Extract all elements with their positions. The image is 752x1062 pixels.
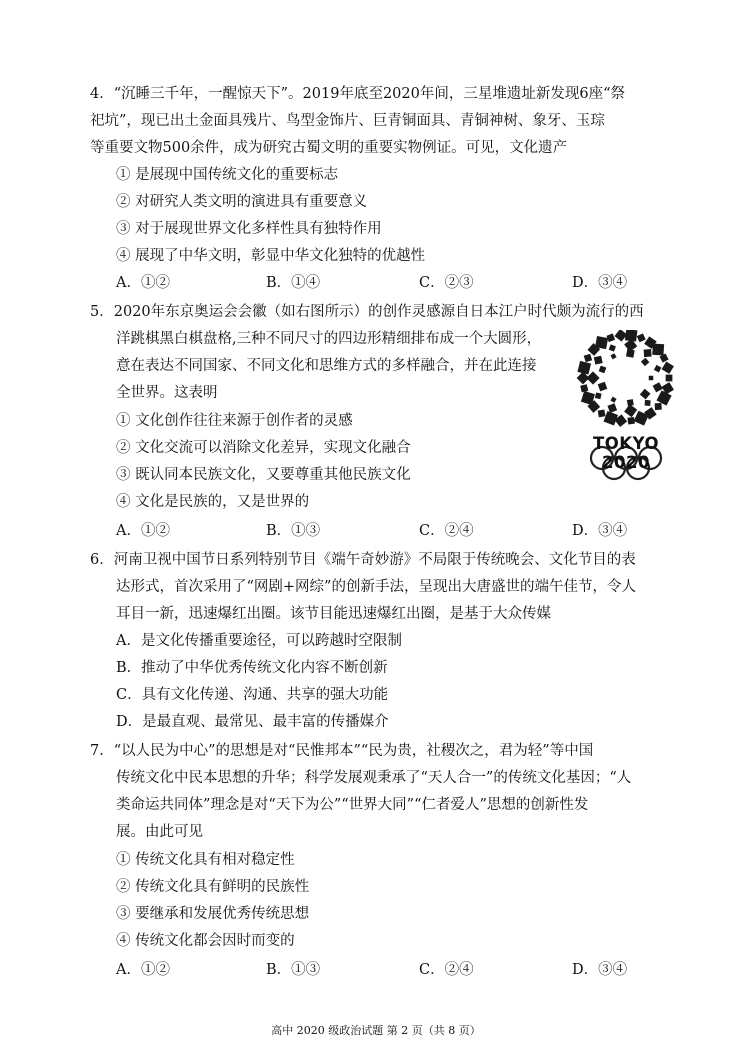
q7-item-4: ④ 传统文化都会因时而变的 — [116, 933, 295, 949]
q5-stem-line-4: 全世界。这表明 — [116, 385, 218, 401]
checker-square — [595, 392, 602, 399]
q7-stem-line-3: 类命运共同体”理念是对“天下为公”“世界大同”“仁者爱人”思想的创新性发 — [116, 797, 589, 813]
q7-item-1: ① 传统文化具有相对稳定性 — [116, 852, 295, 868]
q6-stem-line-1: 6．河南卫视中国节日系列特别节目《端午奇妙游》不局限于传统晚会、文化节目的表 — [90, 552, 636, 568]
checker-square — [640, 389, 651, 400]
checker-square — [637, 333, 646, 342]
q7-item-3: ③ 要继承和发展优秀传统思想 — [116, 906, 310, 922]
q4-option-a: A．①② — [116, 275, 170, 291]
q7-option-c: C．②④ — [419, 962, 474, 978]
q4-item-4: ④ 展现了中华文明，彰显中华文化独特的优越性 — [116, 248, 426, 264]
q5-item-1: ① 文化创作往往来源于创作者的灵感 — [116, 413, 353, 429]
checker-square — [627, 417, 635, 425]
page-footer: 高中 2020 级政治试题 第 2 页（共 8 页） — [271, 1024, 481, 1037]
checker-square — [610, 353, 616, 359]
q7-item-2: ② 传统文化具有鲜明的民族性 — [116, 879, 310, 895]
checker-square — [641, 358, 649, 366]
checker-square — [580, 384, 588, 392]
checker-square — [577, 361, 591, 375]
q6-stem-line-2: 达形式，首次采用了“网剧+网综”的创新手法，呈现出大唐盛世的端午佳节，令人 — [116, 579, 636, 595]
checker-square — [649, 376, 654, 381]
q4-item-2: ② 对研究人类文明的演进具有重要意义 — [116, 194, 368, 210]
q7-stem-line-2: 传统文化中民本思想的升华；科学发展观秉承了“天人合一”的传统文化基因；“人 — [116, 770, 632, 786]
q5-item-2: ② 文化交流可以消除文化差异，实现文化融合 — [116, 440, 411, 456]
checker-square — [598, 382, 608, 392]
q5-item-4: ④ 文化是民族的，又是世界的 — [116, 494, 310, 510]
q7-option-a: A．①② — [116, 962, 170, 978]
checker-square — [603, 411, 618, 426]
tokyo-2020-wordmark: TOKYO 2020 — [593, 434, 659, 472]
q4-stem-line-3: 等重要文物500余件，成为研究古蜀文明的重要实物例证。可见，文化遗产 — [90, 140, 568, 156]
q7-option-d: D．③④ — [572, 962, 628, 978]
q6-choice-d: D．是最直观、最常见、最丰富的传播媒介 — [116, 714, 389, 730]
q6-choice-b: B．推动了中华优秀传统文化内容不断创新 — [116, 660, 388, 676]
q5-item-3: ③ 既认同本民族文化，又要尊重其他民族文化 — [116, 467, 411, 483]
checker-square — [599, 366, 607, 374]
checker-square — [653, 382, 663, 392]
q5-option-b: B．①③ — [266, 523, 321, 539]
q5-stem-line-2: 洋跳棋黑白棋盘格,三种不同尺寸的四边形精细排布成一个大圆形， — [116, 331, 542, 347]
q5-option-c: C．②④ — [419, 523, 474, 539]
checker-square — [654, 365, 662, 373]
q5-stem-line-3: 意在表达不同国家、不同文化和思维方式的多样融合，并在此连接 — [116, 358, 537, 374]
q4-stem-line-1: 4．“沉睡三千年，一醒惊天下”。2019年底至2020年间，三星堆遗址新发现6座“祭 — [90, 86, 625, 102]
q4-option-c: C．②③ — [419, 275, 474, 291]
checker-square — [662, 362, 674, 374]
checker-square — [584, 354, 592, 362]
checker-square — [598, 409, 606, 417]
checker-square — [594, 356, 603, 365]
q4-item-1: ① 是展现中国传统文化的重要标志 — [116, 167, 339, 183]
q5-option-d: D．③④ — [572, 523, 628, 539]
checker-square — [627, 399, 634, 406]
q5-option-a: A．①② — [116, 523, 170, 539]
q4-option-d: D．③④ — [572, 275, 628, 291]
checker-square — [644, 349, 652, 357]
q6-choice-c: C．具有文化传递、沟通、共享的强大功能 — [116, 687, 389, 703]
checker-square — [609, 344, 616, 351]
checker-square — [626, 349, 635, 358]
q4-stem-line-2: 祀坑”，现已出土金面具残片、鸟型金饰片、巨青铜面具、青铜神树、象牙、玉琮 — [90, 113, 605, 129]
checker-square — [645, 400, 651, 406]
q7-option-b: B．①③ — [266, 962, 321, 978]
checker-square — [595, 336, 608, 349]
checkered-ring-icon — [577, 330, 674, 427]
checker-square — [610, 397, 616, 403]
checker-square — [624, 404, 637, 417]
q5-stem-line-1: 5．2020年东京奥运会会徽（如右图所示）的创作灵感源自日本江户时代颇为流行的西 — [90, 304, 644, 320]
checker-square — [606, 333, 615, 342]
checker-square — [655, 403, 662, 410]
q6-choice-a: A．是文化传播重要途径，可以跨越时空限制 — [116, 633, 402, 649]
q4-option-b: B．①④ — [266, 275, 321, 291]
checker-square — [666, 375, 673, 382]
tokyo-2020-emblem — [568, 330, 684, 500]
checker-square — [607, 403, 617, 413]
q7-stem-line-1: 7．“以人民为中心”的思想是对“民惟邦本”“民为贵，社稷次之，君为轻”等中国 — [90, 743, 594, 759]
q7-stem-line-4: 展。由此可见 — [116, 824, 203, 840]
q4-item-3: ③ 对于展现世界文化多样性具有独特作用 — [116, 221, 382, 237]
q6-stem-line-3: 耳目一新，迅速爆红出圈。该节目能迅速爆红出圈，是基于大众传媒 — [116, 606, 551, 622]
checker-square — [652, 344, 664, 356]
